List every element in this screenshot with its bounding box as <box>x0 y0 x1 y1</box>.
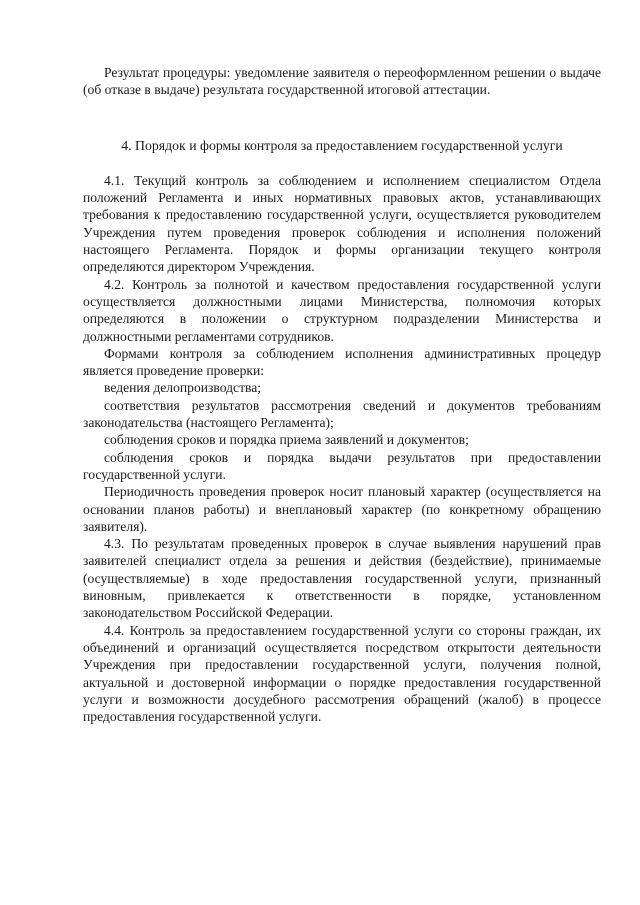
list-item-recordkeeping: ведения делопроизводства; <box>104 380 262 396</box>
list-item-compliance: соответствия результатов рассмотрения сведений и документов требованиям законодательства (настоящего Регламента); <box>83 397 601 431</box>
document-body <box>83 64 601 725</box>
paragraph-4-4: 4.4. Контроль за предоставлением государственной услуги со стороны граждан, их объединений и организаций осуществляется посредством открытости деятельности Учреждения при предоставлении государственной услуги, получения полной, актуальной и достоверной информации о порядке предоставления государственной услуги и возможности досудебного рассмотрения обращений (жалоб) в процессе предоставления государственной услуги. <box>83 622 601 725</box>
list-item-deadlines-issue: соблюдения сроков и порядка выдачи результатов при предоставлении государственной услуги. <box>83 449 601 482</box>
paragraph-periodicity: Периодичность проведения проверок носит плановый характер (осуществляется на основании планов работы) и внеплановый характер (по конкретному обращению заявителя). <box>83 484 601 534</box>
intro-paragraph: Результат процедуры: уведомление заявителя о переоформленном решении о выдаче (об отказе в выдаче) результата государственной итоговой аттестации. <box>83 65 601 98</box>
paragraph-4-2: 4.2. Контроль за полнотой и качеством предоставления государственной услуги осуществляется должностными лицами Министерства, полномочия которых определяются в положении о структурном подразделении Министерства и должностными регламентами сотрудников. <box>83 276 601 344</box>
section-heading: 4. Порядок и формы контроля за предоставлением государственной услуги <box>121 137 563 153</box>
paragraph-4-1: 4.1. Текущий контроль за соблюдением и исполнением специалистом Отдела положений Регламента и иных нормативных правовых актов, устанавливающих требования к предоставлению государственной услуги, осуществляется руководителем Учреждения путем проведения проверок соблюдения и исполнения положений настоящего Регламента. Порядок и формы организации текущего контроля определяются директором Учреждения. <box>83 172 601 275</box>
paragraph-control-forms: Формами контроля за соблюдением исполнения административных процедур является проведение проверки: <box>83 345 601 379</box>
paragraph-4-3: 4.3. По результатам проведенных проверок в случае выявления нарушений прав заявителей специалист отдела за решения и действия (бездействие), принимаемые (осуществляемые) в ходе предоставления государственной услуги, признанный виновным, привлекается к ответственности в порядке, установленном законодательством Российской Федерации. <box>83 536 601 621</box>
list-item-deadlines-intake: соблюдения сроков и порядка приема заявлений и документов; <box>104 432 469 448</box>
